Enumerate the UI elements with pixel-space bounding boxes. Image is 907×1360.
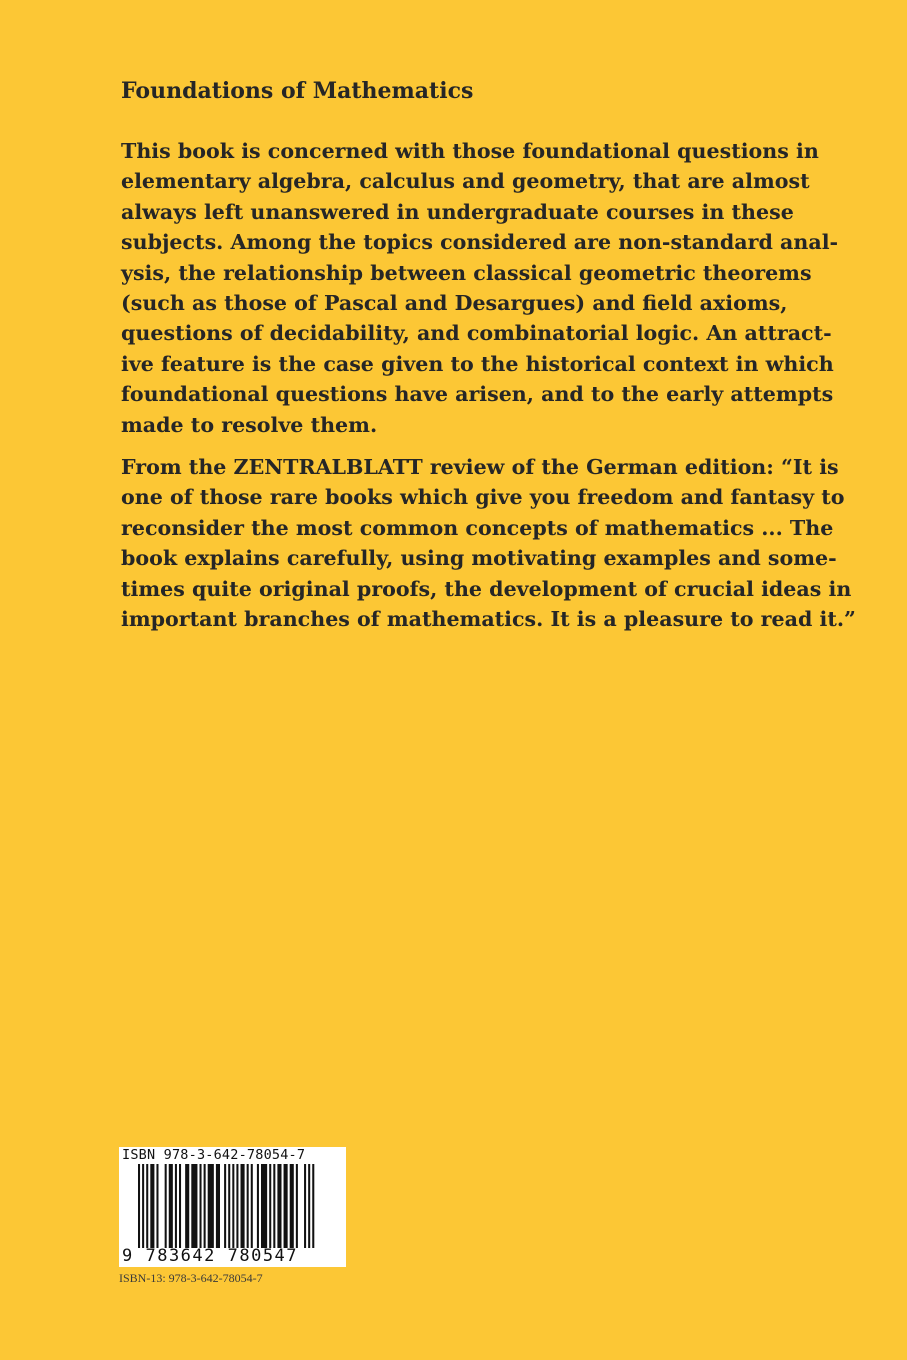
text-line: times quite original proofs, the development of crucial ideas in: [121, 576, 852, 601]
barcode-bar: [200, 1164, 202, 1248]
barcode-bar: [236, 1164, 238, 1248]
text-line: made to resolve them.: [121, 412, 378, 437]
barcode-bar: [142, 1164, 144, 1248]
book-title: Foundations of Mathematics: [121, 78, 474, 104]
barcode-bar: [304, 1164, 306, 1248]
barcode-bar: [290, 1164, 294, 1248]
text-line: subjects. Among the topics considered are non-standard anal-: [121, 230, 839, 255]
barcode-bar: [251, 1164, 253, 1248]
barcode-bar: [175, 1164, 177, 1248]
barcode-bar: [138, 1164, 140, 1248]
isbn-barcode: [119, 1147, 346, 1267]
text-line: important branches of mathematics. It is a pleasure to read it.”: [121, 607, 856, 632]
text-line: ive feature is the case given to the historical context in which: [121, 351, 834, 376]
text-line: always left unanswered in undergraduate courses in these: [121, 199, 794, 224]
barcode-bar: [296, 1164, 298, 1248]
barcode-bar: [261, 1164, 267, 1248]
barcode-bar: [241, 1164, 245, 1248]
barcode-bar: [224, 1164, 226, 1248]
barcode-bar: [232, 1164, 234, 1248]
text-line: elementary algebra, calculus and geometry, that are almost: [121, 169, 810, 194]
description-paragraph: [121, 136, 839, 440]
text-line: From the ZENTRALBLATT review of the German edition: “It is: [121, 455, 839, 479]
barcode-bar: [179, 1164, 181, 1248]
barcode-bar: [257, 1164, 259, 1248]
barcode-bar: [146, 1164, 148, 1248]
text-line: (such as those of Pascal and Desargues) and field axioms,: [121, 291, 788, 316]
barcode-bar: [273, 1164, 275, 1248]
barcode-bar: [277, 1164, 281, 1248]
text-line: This book is concerned with those foundational questions in: [121, 139, 819, 163]
barcode-bar: [208, 1164, 214, 1248]
review-quote-paragraph: [121, 452, 856, 634]
text-line: foundational questions have arisen, and to the early attempts: [121, 382, 834, 407]
text-line: questions of decidability, and combinatorial logic. An attract-: [121, 321, 832, 346]
text-line: one of those rare books which give you freedom and fantasy to: [121, 485, 845, 510]
barcode-bar: [269, 1164, 271, 1248]
barcode-bar: [284, 1164, 288, 1248]
barcode-bar: [308, 1164, 310, 1248]
text-line: book explains carefully, using motivating examples and some-: [121, 546, 837, 571]
text-line: reconsider the most common concepts of mathematics ... The: [121, 515, 834, 540]
barcode-bar: [247, 1164, 249, 1248]
isbn13-text: ISBN-13: 978-3-642-78054-7: [119, 1271, 263, 1285]
barcode-bars: [136, 1164, 339, 1248]
barcode-bar: [165, 1164, 167, 1248]
text-line: ysis, the relationship between classical geometric theorems: [121, 260, 812, 285]
barcode-bar: [228, 1164, 230, 1248]
barcode-bar: [185, 1164, 189, 1248]
barcode-bar: [156, 1164, 158, 1248]
barcode-bar: [216, 1164, 220, 1248]
barcode-bar: [169, 1164, 173, 1248]
barcode-bar: [150, 1164, 154, 1248]
barcode-bar: [312, 1164, 314, 1248]
barcode-digits: 9 783642 780547: [122, 1246, 299, 1266]
barcode-bar: [204, 1164, 206, 1248]
barcode-bar: [191, 1164, 197, 1248]
barcode-isbn-label: ISBN 978-3-642-78054-7: [122, 1147, 306, 1163]
